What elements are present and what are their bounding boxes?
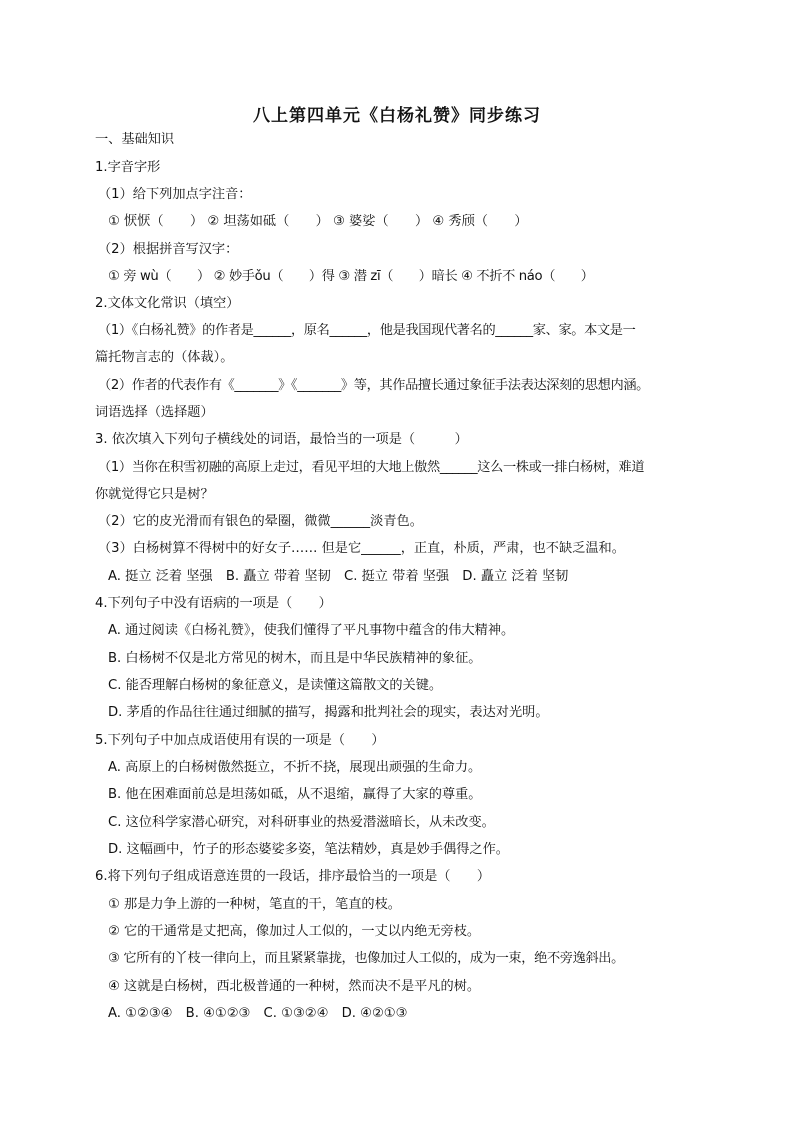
section-heading-word-choice: 词语选择（选择题） bbox=[95, 405, 214, 420]
question-2-heading: 2.文体文化常识（填空） bbox=[95, 296, 240, 311]
question-2-part-1-line-2: 篇托物言志的（体裁）。 bbox=[95, 350, 234, 365]
question-1-part-2: （2）根据拼音写汉字： bbox=[98, 242, 239, 257]
question-2-part-2: （2）作者的代表作有《_______》《_______》等，其作品擅长通过象征手法表达深刻的思想内涵。 bbox=[98, 378, 649, 393]
question-4-option-d: D. 茅盾的作品往往通过细腻的描写，揭露和批判社会的现实，表达对光明。 bbox=[108, 705, 549, 720]
question-6-options: A. ①②③④ B. ④①②③ C. ①③②④ D. ④②①③ bbox=[108, 1006, 408, 1021]
question-4-option-a: A. 通过阅读《白杨礼赞》，使我们懂得了平凡事物中蕴含的伟大精神。 bbox=[108, 623, 515, 638]
question-3-sentence-1-line-2: 你就觉得它只是树？ bbox=[95, 487, 214, 502]
question-5-option-a: A. 高原上的白杨树傲然挺立，不折不挠，展现出顽强的生命力。 bbox=[108, 760, 482, 775]
question-6-sentence-3: ③ 它所有的丫枝一律向上，而且紧紧靠拢，也像加过人工似的，成为一束，绝不旁逸斜出。 bbox=[108, 951, 624, 966]
question-5-option-b: B. 他在困难面前总是坦荡如砥，从不退缩，赢得了大家的尊重。 bbox=[108, 787, 482, 802]
question-3-options: A. 挺立 泛着 坚强 B. 矗立 带着 坚韧 C. 挺立 带着 坚强 D. 矗立 泛着 坚韧 bbox=[108, 569, 569, 584]
question-5-stem: 5.下列句子中加点成语使用有误的一项是（ ） bbox=[95, 733, 385, 748]
question-1-heading: 1.字音字形 bbox=[95, 160, 161, 175]
question-4-option-c: C. 能否理解白杨树的象征意义，是读懂这篇散文的关键。 bbox=[108, 678, 443, 693]
question-4-option-b: B. 白杨树不仅是北方常见的树木，而且是中华民族精神的象征。 bbox=[108, 651, 482, 666]
question-3-stem: 3. 依次填入下列句子横线处的词语，最恰当的一项是（ ） bbox=[95, 432, 468, 447]
question-4-stem: 4.下列句子中没有语病的一项是（ ） bbox=[95, 596, 332, 611]
section-heading-basics: 一、基础知识 bbox=[95, 132, 175, 147]
question-6-sentence-4: ④ 这就是白杨树，西北极普通的一种树，然而决不是平凡的树。 bbox=[108, 979, 481, 994]
question-6-sentence-2: ② 它的干通常是丈把高，像加过人工似的，一丈以内绝无旁枝。 bbox=[108, 924, 481, 939]
question-3-sentence-1-line-1: （1）当你在积雪初融的高原上走过，看见平坦的大地上傲然______这么一株或一排白杨树，难道 bbox=[98, 460, 645, 475]
question-6-stem: 6.将下列句子组成语意连贯的一段话，排序最恰当的一项是（ ） bbox=[95, 869, 491, 884]
question-1-part-1-items: ① 恹恹（ ） ② 坦荡如砥（ ） ③ 婆娑（ ） ④ 秀颀（ ） bbox=[108, 214, 528, 229]
question-5-option-d: D. 这幅画中，竹子的形态婆娑多姿，笔法精妙，真是妙手偶得之作。 bbox=[108, 842, 509, 857]
question-1-part-2-items: ① 旁 wù（ ） ② 妙手ǒu（ ）得 ③ 潜 zī（ ）暗长 ④ 不折不 náo（ ） bbox=[108, 269, 594, 284]
question-2-part-1-line-1: （1）《白杨礼赞》的作者是______，原名______，他是我国现代著名的______家、家。本文是一 bbox=[98, 323, 636, 338]
question-3-sentence-3: （3）白杨树算不得树中的好女子…… 但是它______，正直，朴质，严肃，也不缺乏温和。 bbox=[98, 541, 625, 556]
worksheet-title: 八上第四单元《白杨礼赞》同步练习 bbox=[253, 106, 541, 126]
question-5-option-c: C. 这位科学家潜心研究，对科研事业的热爱潜滋暗长，从未改变。 bbox=[108, 815, 495, 830]
question-3-sentence-2: （2）它的皮光滑而有银色的晕圈，微微______淡青色。 bbox=[98, 514, 423, 529]
question-6-sentence-1: ① 那是力争上游的一种树，笔直的干，笔直的枝。 bbox=[108, 897, 401, 912]
question-1-part-1: （1）给下列加点字注音： bbox=[98, 187, 252, 202]
